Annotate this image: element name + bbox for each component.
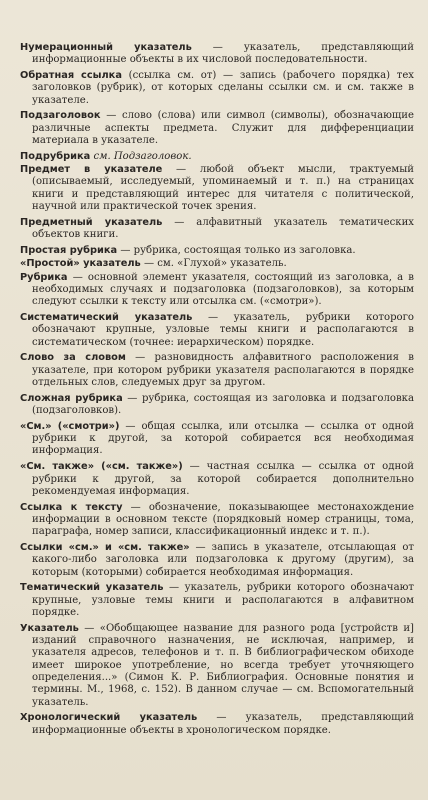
entry-definition: — указатель, рубрики которого обозначают крупные, узловые темы книги и располагаются в систематическом (точнее: иерархическом) порядке.	[32, 311, 414, 348]
entry-definition: — запись в указателе, отсылающая от какого-либо заголовка или подзаголовка к другому (другим), за которым (которыми) собирается необходимая информация.	[32, 541, 414, 578]
entry-definition: — алфавитный указатель тематических объектов книги.	[32, 216, 414, 241]
glossary-entry	[20, 42, 414, 67]
entry-definition: — см. «Глухой» указатель.	[140, 258, 287, 270]
glossary-entry	[20, 623, 414, 709]
glossary-entry	[20, 272, 414, 309]
glossary-entry	[20, 421, 414, 458]
entry-definition: — указатель, рубрики которого обозначают крупные, узловые темы книги и располагаются в алфавитном порядке.	[32, 582, 414, 618]
entry-term: «См. также» («см. также»)	[20, 461, 183, 473]
entry-term: Обратная ссылка	[20, 70, 122, 82]
entry-term: Ссылки «см.» и «см. также»	[20, 541, 190, 553]
glossary-entry	[20, 542, 414, 579]
glossary-entry	[20, 151, 414, 163]
entry-term: Нумерационный указатель	[20, 42, 192, 53]
glossary-entry	[20, 70, 414, 107]
entry-definition: — указатель, представляющий информационные объекты в их числовой последовательности.	[32, 42, 414, 66]
entry-term: Хронологический указатель	[20, 712, 198, 724]
glossary-entry	[20, 312, 414, 349]
glossary-entry	[20, 110, 414, 147]
glossary-entry	[20, 502, 414, 539]
entry-term: Подзаголовок	[20, 110, 101, 122]
entry-term: Предметный указатель	[20, 216, 163, 228]
entry-term: Рубрика	[20, 271, 68, 283]
entry-term: Предмет в указателе	[20, 164, 163, 176]
entry-term: Слово за словом	[20, 352, 126, 364]
glossary-entry	[20, 245, 414, 257]
glossary-entry	[20, 712, 414, 737]
entry-term: Тематический указатель	[20, 582, 164, 594]
glossary-entry	[20, 393, 414, 418]
glossary-entry	[20, 258, 414, 270]
entry-definition: — указатель, представляющий информационные объекты в хронологическом порядке.	[32, 712, 415, 736]
entry-definition: — разновидность алфавитного расположения в указателе, при котором рубрики указателя располагаются в порядке отдельных слов, следуемых друг за другом.	[32, 352, 414, 388]
entry-definition: (ссылка см. от) — запись (рабочего порядка) тех заголовков (рубрик), от которых сделаны ссылки см. и см. также в указателе.	[32, 70, 414, 106]
entry-definition: — рубрика, состоящая из заголовка и подзаголовка (подзаголовков).	[32, 392, 414, 417]
entry-definition: — обозначение, показывающее местонахождение информации в основном тексте (порядковый номер страницы, тома, параграфа, номер записи, классификационный индекс и т. п.).	[32, 501, 414, 538]
entry-definition: — основной элемент указателя, состоящий из заголовка, а в необходимых случаях и подзаголовка (подзаголовков), за которым следуют ссылки к тексту или отсылка см. («смотри»).	[32, 271, 414, 308]
entry-definition: — слово (слова) или символ (символы), обозначающие различные аспекты предмета. Служит для дифференциации материала в указателе.	[32, 110, 414, 147]
entry-definition: — любой объект мысли, трактуемый (описываемый, исследуемый, упоминаемый и т. п.) на страницах книги и представляющий интерес для читателя с политической, научной или практической точек зрения.	[32, 164, 415, 213]
entry-term: Простая рубрика	[20, 244, 118, 256]
entry-definition: — «Обобщающее название для разного рода [устройств и] изданий справочного назначения, не исключая, например, и указателя адресов, телефонов и т. п. В библиографическом обиходе имеет широкое употребление, но всегда требует уточняющего определения...» (Симон К. Р. Библиография. Основные понятия и термины. М., 1968, с. 152). В данном случае — см. Вспомогательный указатель.	[32, 622, 414, 708]
entry-definition: — рубрика, состоящая только из заголовка.	[117, 244, 356, 256]
entry-term: Систематический указатель	[20, 311, 193, 323]
entry-term: Ссылка к тексту	[20, 501, 123, 513]
glossary-entry	[20, 164, 414, 213]
entry-term: «Простой» указатель	[20, 258, 141, 270]
glossary-entry	[20, 461, 414, 498]
glossary-entry	[20, 582, 414, 619]
entry-term: Указатель	[20, 622, 79, 634]
entry-term: Подрубрика	[20, 150, 91, 162]
entry-term: Сложная рубрика	[20, 392, 123, 404]
entry-definition: — частная ссылка — ссылка от одной рубрики к другой, за которой собирается дополнительно рекомендуемая информация.	[32, 461, 414, 497]
entry-term: «См.» («смотри»)	[20, 420, 120, 432]
glossary-entry	[20, 217, 414, 242]
entry-definition: см. Подзаголовок.	[90, 150, 192, 162]
glossary-entry	[20, 352, 414, 389]
entry-definition: — общая ссылка, или отсылка — ссылка от одной рубрики к другой, за которой собирается вся необходимая информация.	[32, 420, 414, 457]
